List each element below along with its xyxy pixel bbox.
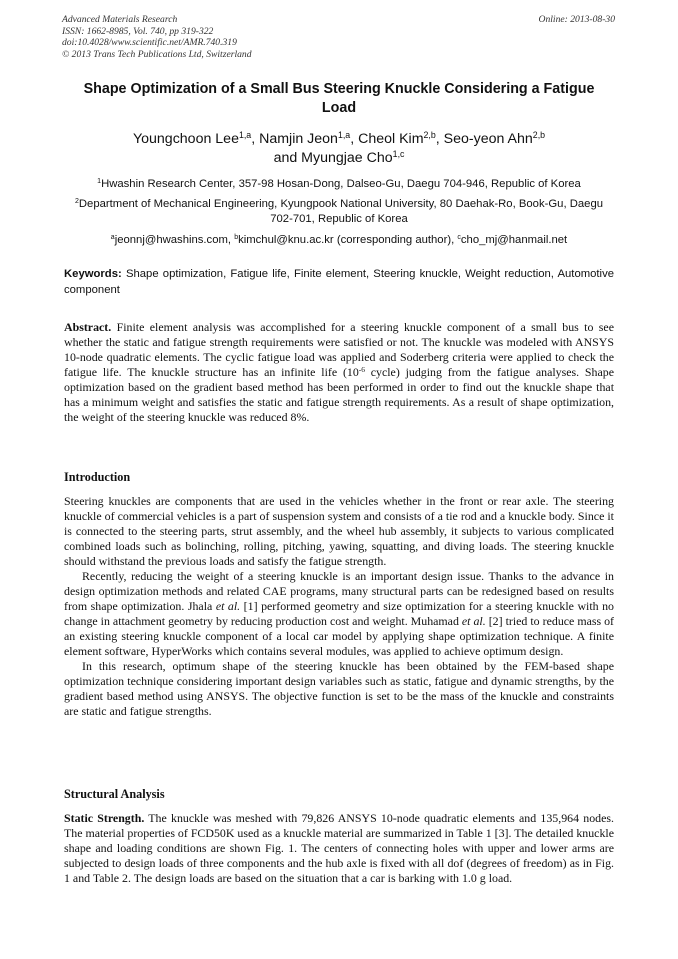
keywords [64,267,614,298]
paragraph: In this research, optimum shape of the steering knuckle has been obtained by the FEM-based shape optimization technique considering important design variables such as static, fatigue and dynamic strengths, by the gradient based method using ANSYS. The objective function is set to be the mass of the knuckle and constraints are static and fatigue strengths. [64,659,614,718]
author-name: and Myungjae Cho [273,149,393,166]
structural-body [64,811,614,886]
affiliation-number: 1 [97,178,102,186]
online-date: Online: 2013-08-30 [538,14,615,25]
abstract-label: Abstract. [64,320,112,334]
author-separator: , [435,131,444,147]
doi-line: doi:10.4028/www.scientific.net/AMR.740.319 [62,37,237,49]
subsection-label: Static Strength. [64,811,145,825]
paragraph-text: [1] performed geometry and size optimization for a steering knuckle with no change in attachment geometry by reducing production cost and weight. Muhamad [64,599,614,628]
issn-line: ISSN: 1662-8985, Vol. 740, pp 319-322 [62,25,214,37]
affiliation-text: Hwashin Research Center, 357-98 Hosan-Dong, Dalseo-Gu, Daegu 704-946, Republic of Korea [101,178,581,190]
author-affiliation-mark: 2,b [423,130,436,141]
author-separator: , [251,131,260,147]
author-affiliation-mark: 1,c [392,148,405,159]
abstract-exponent: -6 [358,364,365,374]
email-mark: b [234,234,239,242]
paragraph-text: [2] tried to reduce mass of an existing steering knuckle component of a local car model by applying shape optimization technique. A finite element software, HyperWorks which contains several modules, was applied to achieve optimum design. [64,614,615,658]
author-list [64,130,614,167]
paragraph-text: The knuckle was meshed with 79,826 ANSYS 10-node quadratic elements and 135,964 nodes. The material properties of FCD50K used as a knuckle material are summarized in Table 1 [3]. The detailed knuckle shape and loading conditions are shown Fig. 1. The centers of connecting holes with upper and lower arms are subjected to design loads of three components and the hub axle is fixed with all dof (degrees of freedom) as in Fig. 1 and Table 2. The design loads are based on the situation that a car is barking with 1.0 g load. [64,811,614,885]
paper-title: Shape Optimization of a Small Bus Steering Knuckle Considering a Fatigue Load [83,81,595,116]
abstract-text: Finite element analysis was accomplished for a steering knuckle component of a small bus to see whether the static and fatigue strength requirements were satisfied or not. The knuckle was modeled with ANSYS 10-node quadratic elements. The cyclic fatigue load was applied and Soderberg criteria were applied to check the fatigue life. The knuckle structure has an infinite life (10 [64,320,614,379]
email-address: jeonnj@hwashins.com, [114,234,235,246]
keywords-text: Shape optimization, Fatigue life, Finite element, Steering knuckle, Weight reduction, Automotive component [64,268,614,296]
journal-name: Advanced Materials Research [62,14,178,25]
paragraph-text: Recently, reducing the weight of a steering knuckle is an important design issue. Thanks to the advance in design optimization methods and related CAE programs, many structural parts can be redesigned based on results from shape optimization. Jhala [64,569,614,613]
author-name: Seo-yeon Ahn [443,131,533,147]
email-mark: c [457,234,461,242]
keywords-label: Keywords: [64,268,122,280]
author-name: Youngchoon Lee [132,131,239,147]
author-separator: , [350,131,359,147]
email-mark: a [110,234,115,242]
affiliation-2 [64,197,614,226]
paragraph: Steering knuckles are components that are used in the vehicles whether in the front or rear axle. The steering knuckle of commercial vehicles is a part of suspension system and consists of a tie rod and a knuckle body. Since it is connected to the steering parts, strut assembly, and the wheel hub assembly, it subjects to various complicated combined loads such as bolinching, rolling, pitching, yawing, squatting, and diving loads. The steering knuckle should withstand the previous loads and satisfy the fatigue strength. [64,494,614,568]
journal-header [62,14,252,60]
paragraph [64,811,614,886]
abstract-text-cont: cycle) judging from the fatigue analyses. Shape optimization based on the gradient based method has been performed in order to find out the knuckle shape that has a minimum weight and satisfies the static and fatigue strength requirements. As a result of shape optimization, the weight of the steering knuckle was reduced 8%. [64,365,614,424]
abstract [64,320,614,425]
italic-text: et al. [461,614,486,628]
section-heading-structural-analysis: Structural Analysis [64,787,165,801]
affiliation-number: 2 [74,198,79,206]
affiliation-1 [64,177,614,192]
email-address: cho_mj@hanmail.net [460,234,568,246]
author-affiliation-mark: 2,b [532,130,546,141]
author-affiliation-mark: 1,a [238,130,252,141]
paragraph [64,569,614,659]
author-affiliation-mark: 1,a [337,130,351,141]
email-address: kimchul@knu.ac.kr (corresponding author), [238,234,458,246]
author-name: Namjin Jeon [259,131,338,147]
author-name: Cheol Kim [358,131,424,147]
italic-text: et al. [215,599,241,613]
introduction-body [64,494,614,719]
section-heading-introduction: Introduction [64,470,131,484]
copyright-line: © 2013 Trans Tech Publications Ltd, Switzerland [62,48,252,60]
affiliation-text: Department of Mechanical Engineering, Kyungpook National University, 80 Daehak-Ro, Book-Gu, Daegu 702-701, Republic of Korea [78,198,604,225]
email-line [64,233,614,247]
